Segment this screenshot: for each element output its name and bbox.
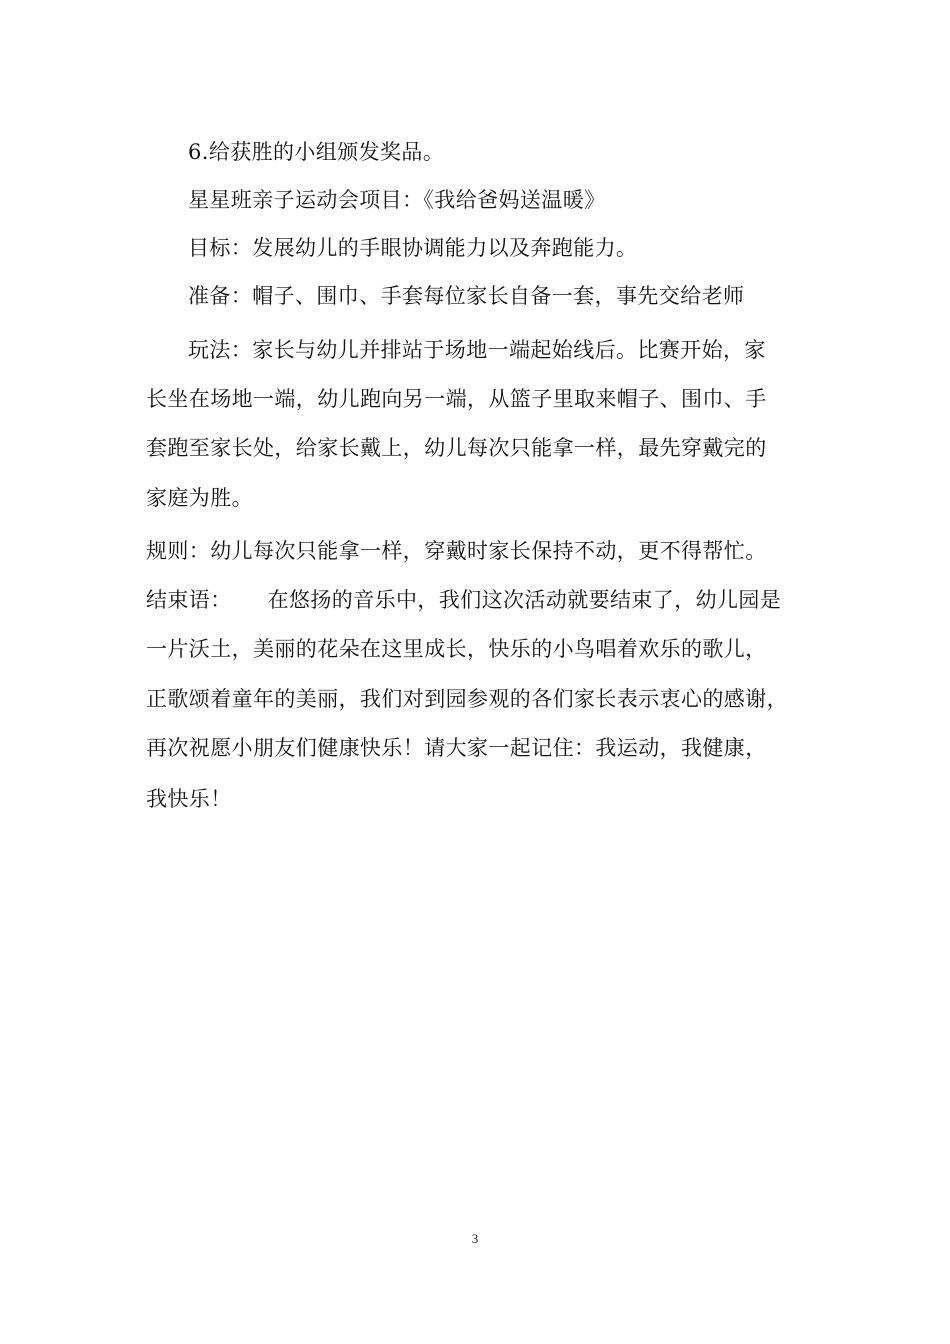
text-line: 一片沃土，美丽的花朵在这里成长，快乐的小鸟唱着欢乐的歌儿， — [146, 637, 767, 661]
text-line: 6.给获胜的小组颁发奖品。 — [188, 140, 445, 164]
closing-text: 在悠扬的音乐中，我们这次活动就要结束了，幼儿园是 — [267, 588, 782, 612]
text-line: 目标：发展幼儿的手眼协调能力以及奔跑能力。 — [188, 236, 638, 260]
text-line: 星星班亲子运动会项目：《我给爸妈送温暖》 — [188, 188, 606, 212]
text-line: 正歌颂着童年的美丽，我们对到园参观的各们家长表示衷心的感谢， — [146, 687, 788, 711]
text-line: 我快乐！ — [146, 787, 232, 811]
text-line: 准备：帽子、围巾、手套每位家长自备一套，事先交给老师 — [188, 284, 745, 308]
text-line: 规则：幼儿每次只能拿一样，穿戴时家长保持不动，更不得帮忙。 — [146, 539, 767, 563]
text-line: 玩法：家长与幼儿并排站于场地一端起始线后。比赛开始，家 — [188, 338, 766, 362]
page-number: 3 — [471, 1231, 479, 1246]
text-line: 套跑至家长处，给家长戴上，幼儿每次只能拿一样，最先穿戴完的 — [146, 436, 767, 460]
text-line: 家庭为胜。 — [146, 486, 253, 510]
closing-label: 结束语： — [146, 588, 232, 612]
text-line — [146, 586, 781, 614]
text-line: 长坐在场地一端，幼儿跑向另一端，从篮子里取来帽子、围巾、手 — [146, 387, 767, 411]
text-line: 再次祝愿小朋友们健康快乐！请大家一起记住：我运动，我健康， — [146, 736, 767, 760]
